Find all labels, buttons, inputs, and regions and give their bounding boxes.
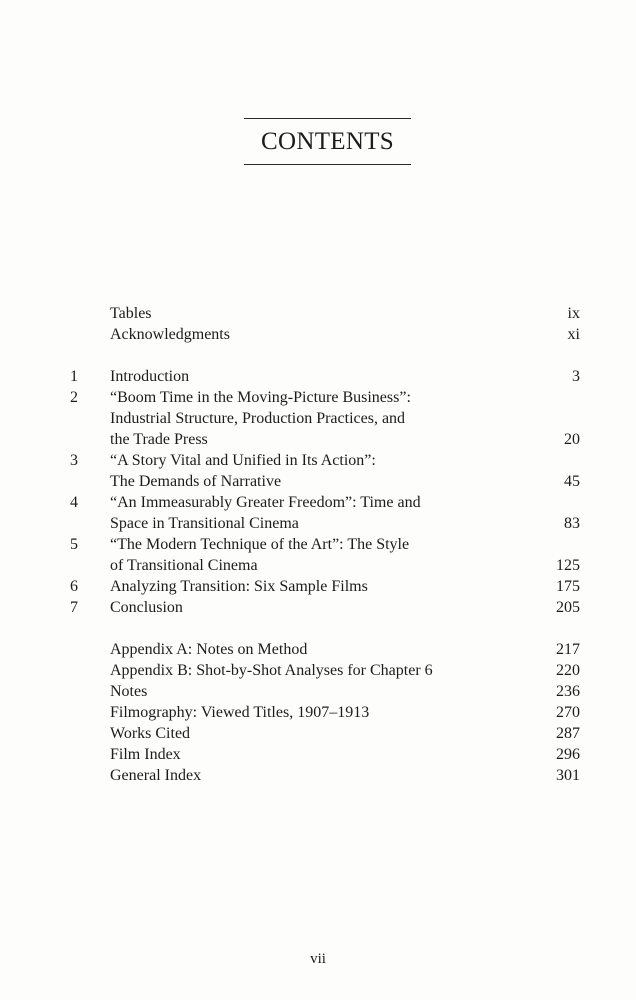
- page-number: vii: [310, 951, 326, 967]
- toc-entry: [0, 723, 636, 744]
- entry-title: the Trade Press: [110, 431, 208, 448]
- heading-block: [244, 118, 411, 165]
- entry-page-number: 287: [556, 725, 580, 742]
- entry-title: General Index: [110, 767, 202, 784]
- chapter-number: 4: [70, 494, 78, 511]
- toc-entry-line: [0, 576, 636, 597]
- toc-entry: [0, 660, 636, 681]
- toc-entry-line: [0, 408, 636, 429]
- toc-entry-chapter: [0, 366, 636, 387]
- toc-group-chapters: [0, 366, 636, 618]
- chapter-number: 5: [70, 536, 78, 553]
- entry-page-number: 301: [556, 767, 580, 784]
- chapter-number: 6: [70, 578, 78, 595]
- toc-entry-line: [0, 702, 636, 723]
- entry-page-number: 296: [556, 746, 580, 763]
- toc-entry: [0, 744, 636, 765]
- page-title: CONTENTS: [261, 128, 394, 155]
- entry-title: Appendix B: Shot-by-Shot Analyses for Chapter 6: [110, 662, 433, 679]
- toc-entry-chapter: [0, 576, 636, 597]
- toc-entry-line: [0, 366, 636, 387]
- entry-title: Film Index: [110, 746, 181, 763]
- entry-page-number: 83: [564, 515, 580, 532]
- toc-entry-line: [0, 744, 636, 765]
- toc-group-back-matter: [0, 639, 636, 786]
- toc-entry: [0, 702, 636, 723]
- chapter-number: 2: [70, 389, 78, 406]
- entry-title: “An Immeasurably Greater Freedom”: Time and: [110, 494, 421, 511]
- entry-title: Space in Transitional Cinema: [110, 515, 299, 532]
- toc-entry: [0, 765, 636, 786]
- chapter-number: 3: [70, 452, 78, 469]
- entry-page-number: 270: [556, 704, 580, 721]
- entry-title: Works Cited: [110, 725, 191, 742]
- toc-entry-line: [0, 681, 636, 702]
- entry-page-number: 20: [564, 431, 580, 448]
- toc-entry-line: [0, 303, 636, 324]
- entry-page-number: 3: [572, 368, 580, 385]
- toc-entry-line: [0, 387, 636, 408]
- toc-entry-line: [0, 555, 636, 576]
- toc-entry-line: [0, 534, 636, 555]
- entry-title: “The Modern Technique of the Art”: The Style: [110, 536, 410, 553]
- toc-entry-line: [0, 324, 636, 345]
- toc-entry-line: [0, 429, 636, 450]
- heading-rule-bottom: [244, 164, 411, 165]
- toc-entry-chapter: [0, 492, 636, 534]
- entry-title: Appendix A: Notes on Method: [110, 641, 308, 658]
- entry-title: Analyzing Transition: Six Sample Films: [110, 578, 368, 595]
- chapter-number: 7: [70, 599, 78, 616]
- toc-entry-line: [0, 450, 636, 471]
- entry-title: of Transitional Cinema: [110, 557, 258, 574]
- toc-entry: [0, 324, 636, 345]
- entry-page-number: xi: [567, 326, 580, 343]
- entry-page-number: 217: [556, 641, 580, 658]
- toc-entry-chapter: [0, 387, 636, 450]
- entry-title: Filmography: Viewed Titles, 1907–1913: [110, 704, 370, 721]
- toc-entry-line: [0, 660, 636, 681]
- toc-entry-line: [0, 513, 636, 534]
- entry-page-number: 45: [564, 473, 580, 490]
- chapter-number: 1: [70, 368, 78, 385]
- entry-page-number: 175: [556, 578, 580, 595]
- toc-entry-chapter: [0, 597, 636, 618]
- entry-page-number: 220: [556, 662, 580, 679]
- toc-entry-line: [0, 765, 636, 786]
- toc-entry: [0, 303, 636, 324]
- entry-title: Introduction: [110, 368, 190, 385]
- entry-title: Tables: [110, 305, 152, 322]
- entry-page-number: 125: [556, 557, 580, 574]
- toc-entry-chapter: [0, 450, 636, 492]
- entry-title: “A Story Vital and Unified in Its Action”:: [110, 452, 376, 469]
- entry-title: Acknowledgments: [110, 326, 230, 343]
- toc-entry-line: [0, 639, 636, 660]
- toc-entry: [0, 639, 636, 660]
- toc-entry-line: [0, 471, 636, 492]
- entry-title: Notes: [110, 683, 148, 700]
- toc-group-front-matter: [0, 303, 636, 345]
- entry-title: Conclusion: [110, 599, 183, 616]
- entry-title: “Boom Time in the Moving-Picture Business”:: [110, 389, 411, 406]
- entry-title: Industrial Structure, Production Practices, and: [110, 410, 406, 427]
- toc-entry-line: [0, 492, 636, 513]
- toc-entry-chapter: [0, 534, 636, 576]
- entry-page-number: ix: [567, 305, 580, 322]
- toc-entry: [0, 681, 636, 702]
- toc-entry-line: [0, 597, 636, 618]
- toc-list: [0, 303, 636, 807]
- entry-page-number: 236: [556, 683, 580, 700]
- toc-entry-line: [0, 723, 636, 744]
- entry-title: The Demands of Narrative: [110, 473, 282, 490]
- entry-page-number: 205: [556, 599, 580, 616]
